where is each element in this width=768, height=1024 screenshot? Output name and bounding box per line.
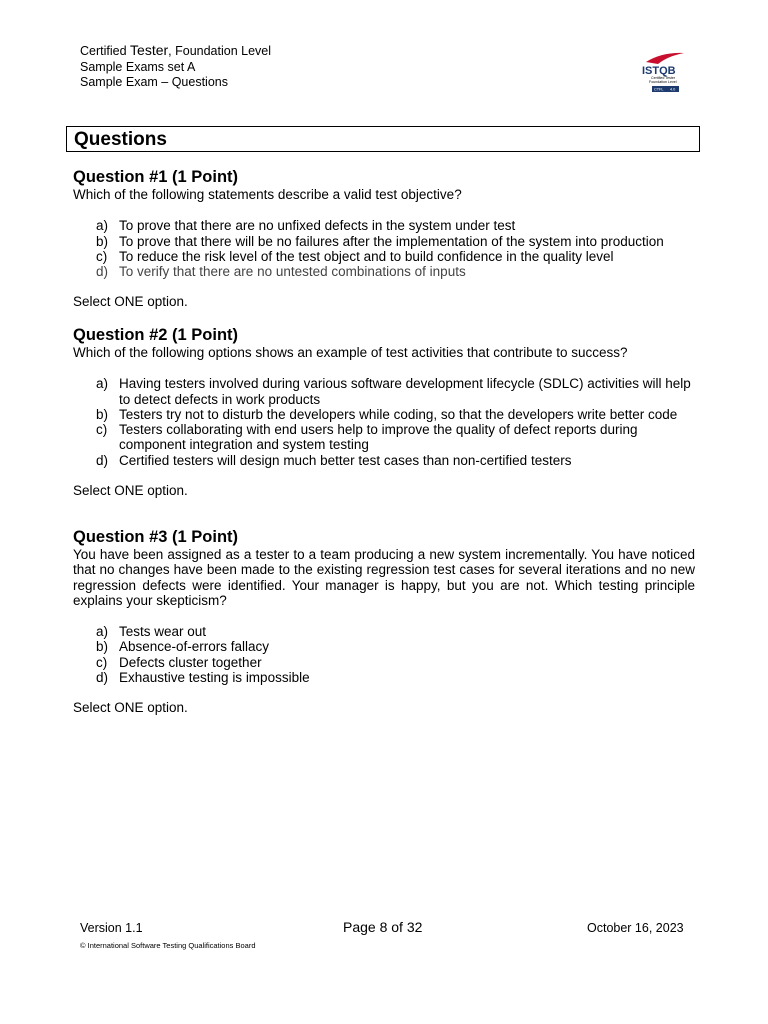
option-b: [73, 407, 695, 422]
option-a: [73, 624, 695, 639]
logo-swoosh-icon: [646, 53, 684, 64]
logo-subtitle-2: Foundation Level: [649, 80, 677, 84]
question-instruction: Select ONE option.: [73, 700, 188, 716]
footer-version: Version 1.1: [80, 921, 143, 935]
option-letter: d): [96, 670, 109, 686]
footer-date: October 16, 2023: [587, 921, 684, 935]
question-instruction: Select ONE option.: [73, 294, 188, 310]
option-text: Certified testers will design much better test cases than non-certified testers: [119, 452, 572, 468]
option-text: Defects cluster together: [119, 654, 262, 670]
option-text: Having testers involved during various software development lifecycle (SDLC) activities will help to detect defects in work products: [119, 376, 691, 407]
option-c: [73, 655, 695, 670]
question-text: Which of the following statements describe a valid test objective?: [73, 187, 462, 202]
option-text: Tests wear out: [119, 624, 207, 640]
option-text: To prove that there will be no failures after the implementation of the system into production: [119, 233, 664, 249]
question-3: [73, 528, 695, 716]
option-list: [73, 218, 695, 279]
option-c: [73, 422, 695, 453]
option-letter: d): [96, 264, 109, 280]
logo-brand: ISTQB: [642, 65, 676, 77]
option-a: [73, 218, 695, 233]
option-b: [73, 234, 695, 249]
header-line-3: Sample Exam – Questions: [80, 75, 228, 89]
option-letter: b): [96, 406, 109, 422]
option-d: [73, 670, 695, 685]
option-letter: d): [96, 452, 109, 468]
option-d: [73, 453, 695, 468]
question-2: [73, 326, 695, 498]
option-list: [73, 376, 695, 468]
section-title-box: [66, 126, 700, 152]
option-c: [73, 249, 695, 264]
question-text: You have been assigned as a tester to a team producing a new system incrementally. You have noticed that no changes have been made to the existing regression test cases for several iterations and no new regression defects were identified. Your manager is happy, but you are not. Which testing principle explains your skepticism?: [73, 547, 695, 608]
question-instruction: Select ONE option.: [73, 483, 188, 499]
option-letter: c): [96, 654, 108, 670]
option-letter: c): [96, 248, 108, 264]
option-text: Absence-of-errors fallacy: [119, 639, 270, 655]
logo-badge-1: CTFL: [654, 87, 664, 92]
logo-badge-2: 4.0: [670, 87, 676, 92]
footer-page-number: Page 8 of 32: [343, 919, 423, 935]
option-text: Testers collaborating with end users help to improve the quality of defect reports during component integration and system testing: [119, 422, 638, 453]
option-letter: a): [96, 624, 109, 640]
option-list: [73, 624, 695, 685]
option-a: [73, 376, 695, 407]
option-b: [73, 639, 695, 654]
option-letter: a): [96, 218, 109, 234]
option-text: To prove that there are no unfixed defects in the system under test: [119, 218, 516, 234]
footer-copyright: © International Software Testing Qualifications Board: [80, 941, 256, 950]
question-title: Question #1 (1 Point): [73, 168, 239, 186]
option-text: Testers try not to disturb the developers while coding, so that the developers write better code: [119, 406, 678, 422]
header-line-1: Certified Tester, Foundation Level: [80, 42, 272, 58]
option-text: To reduce the risk level of the test object and to build confidence in the quality level: [119, 248, 614, 264]
option-text: Exhaustive testing is impossible: [119, 670, 310, 686]
header-line-2: Sample Exams set A: [80, 59, 196, 74]
header-tester-word: Tester: [130, 42, 169, 58]
logo-subtitle-1: Certified Tester: [651, 76, 676, 80]
question-1: [73, 168, 695, 310]
option-letter: c): [96, 422, 108, 438]
question-title: Question #2 (1 Point): [73, 326, 239, 344]
option-text: To verify that there are no untested combinations of inputs: [119, 264, 466, 280]
option-d: [73, 264, 695, 279]
document-header: [80, 43, 271, 91]
question-title: Question #3 (1 Point): [73, 528, 239, 546]
section-title: Questions: [74, 129, 167, 150]
istqb-logo: [638, 50, 686, 96]
option-letter: b): [96, 233, 109, 249]
question-text: Which of the following options shows an example of test activities that contribute to success?: [73, 345, 628, 360]
option-letter: b): [96, 639, 109, 655]
option-letter: a): [96, 376, 109, 392]
